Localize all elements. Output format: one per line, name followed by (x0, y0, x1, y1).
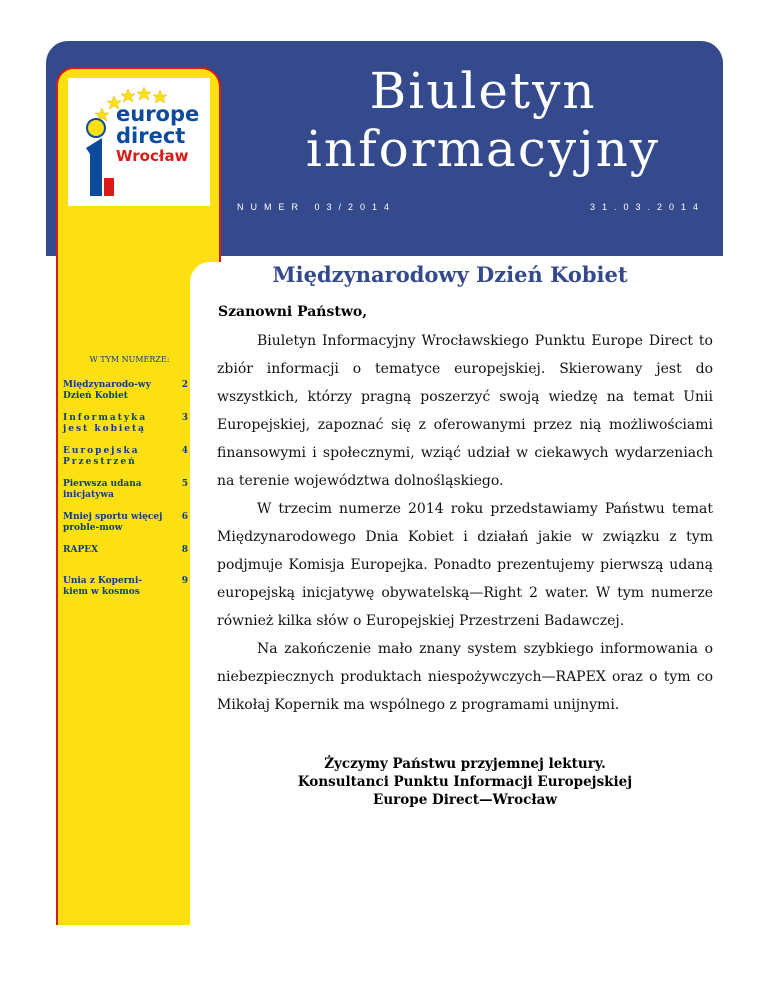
logo-line-2: direct (116, 124, 186, 148)
toc-item[interactable] (63, 446, 188, 468)
article-paragraph: Na zakończenie mało znany system szybkiego informowania o niebezpiecznych produktach niespożywczych—RAPEX oraz o tym co Mikołaj Kopernik ma wspólnego z programami unijnymi. (217, 641, 713, 713)
toc-item-page: 8 (181, 545, 188, 555)
europe-direct-logo (68, 78, 210, 206)
toc-item[interactable] (63, 576, 188, 598)
toc-item-label: Unia z Koperni-kiem w kosmos (63, 576, 143, 597)
toc-item[interactable] (63, 413, 188, 435)
toc-item-page: 6 (181, 512, 188, 522)
toc-item-label: Europejska Przestrzeń (63, 446, 140, 467)
article-title: Międzynarodowy Dzień Kobiet (272, 262, 628, 287)
issue-date: 31.03.2014 (589, 202, 705, 212)
closing-line-2: Konsultanci Punktu Informacji Europejskiej (297, 774, 633, 790)
logo-line-3: Wrocław (116, 147, 189, 165)
title-line-1: Biuletyn (369, 62, 597, 120)
issue-row (237, 202, 705, 216)
toc-heading: W TYM NUMERZE: (89, 355, 170, 364)
newsletter-title (268, 62, 698, 178)
logo-line-1: europe (116, 102, 200, 126)
toc-item-page: 5 (181, 479, 188, 489)
toc-item[interactable] (63, 545, 188, 565)
toc-item[interactable] (63, 380, 188, 402)
article-paragraph: Biuletyn Informacyjny Wrocławskiego Punktu Europe Direct to zbiór informacji o tematyce europejskiej. Skierowany jest do wszystkich, którzy pragną poszerzyć swoją wiedzę na temat Unii Europejskiej, zapoznać się z oferowanymi przez nią możliwościami finansowymi i społecznymi, wziąć udział w ciekawych wydarzeniach na terenie województwa dolnośląskiego. (217, 333, 713, 489)
article-body (217, 327, 713, 719)
title-line-2: informacyjny (305, 120, 661, 178)
toc-item[interactable] (63, 479, 188, 501)
toc-item-label: Międzynarodo-wy Dzień Kobiet (63, 380, 151, 401)
toc-item-label: RAPEX (63, 545, 99, 555)
issue-number: NUMER 03/2014 (237, 202, 397, 212)
toc-item[interactable] (63, 512, 188, 534)
article-paragraph: W trzecim numerze 2014 roku przedstawiamy Państwu temat Międzynarodowego Dnia Kobiet i działań jakie w związku z tym podjmuje Komisja Europejka. Ponadto prezentujemy pierwszą udaną europejską inicjatywę obywatelską—Right 2 water. W tym numerze również kilka słów o Europejskiej Przestrzeni Badawczej. (217, 501, 713, 629)
toc-item-page: 4 (181, 446, 188, 456)
article-closing (217, 755, 713, 809)
closing-line-3: Europe Direct—Wrocław (373, 792, 557, 808)
closing-line-1: Życzymy Państwu przyjemnej lektury. (324, 756, 606, 772)
article-greeting: Szanowni Państwo, (218, 304, 368, 320)
toc-item-label: Informatyka jest kobietą (63, 413, 148, 434)
toc-item-label: Pierwsza udana inicjatywa (63, 479, 142, 500)
toc-item-page: 2 (181, 380, 188, 390)
toc-item-page: 3 (181, 413, 188, 423)
toc-item-page: 9 (181, 576, 188, 586)
toc-item-label: Mniej sportu więcej proble-mow (63, 512, 163, 533)
table-of-contents (63, 355, 188, 609)
logo-wordmark (116, 103, 199, 165)
